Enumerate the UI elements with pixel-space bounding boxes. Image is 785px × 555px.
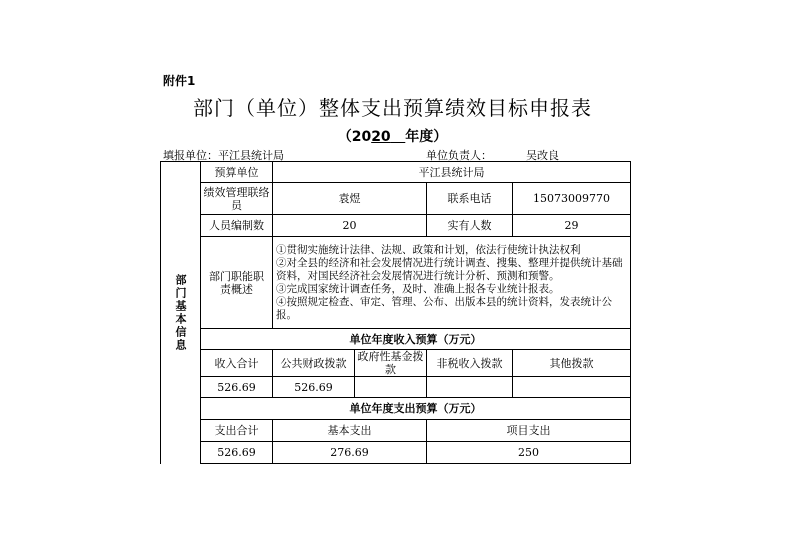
- responsible-label: 单位负责人：: [426, 149, 492, 162]
- duty-item: ③完成国家统计调查任务，及时、准确上报各专业统计报表。: [276, 282, 560, 295]
- income-nontax-value: [427, 377, 513, 398]
- income-header: 其他拨款: [513, 350, 631, 377]
- responsible-name: 吴改良: [526, 149, 559, 162]
- duty-description: [273, 237, 631, 329]
- income-header: 公共财政拨款: [273, 350, 355, 377]
- income-public-finance-value: 526.69: [273, 377, 355, 398]
- expense-header: 项目支出: [427, 420, 631, 442]
- year-value: 20: [371, 129, 391, 145]
- budget-table: [160, 161, 631, 464]
- attachment-label: 附件1: [163, 74, 196, 88]
- year-prefix: （20: [337, 129, 372, 145]
- duty-label: 部门职能职责概述: [201, 237, 273, 329]
- income-other-value: [513, 377, 631, 398]
- income-header: 收入合计: [201, 350, 273, 377]
- actual-value: 29: [513, 215, 631, 237]
- page-title: 部门（单位）整体支出预算绩效目标申报表: [193, 96, 592, 120]
- income-header: 政府性基金拨款: [355, 350, 427, 377]
- year-underline-gap: [391, 129, 406, 145]
- expense-header: 支出合计: [201, 420, 273, 442]
- contact-label: 绩效管理联络员: [201, 183, 273, 215]
- fill-unit-label: 填报单位：平江县统计局: [163, 149, 284, 162]
- budget-unit-value: 平江县统计局: [273, 162, 631, 183]
- staff-value: 20: [273, 215, 427, 237]
- side-section-label: 部门基本信息: [161, 162, 201, 464]
- income-header: 非税收入拨款: [427, 350, 513, 377]
- income-gov-fund-value: [355, 377, 427, 398]
- contact-name: 袁煜: [273, 183, 427, 215]
- income-total-value: 526.69: [201, 377, 273, 398]
- phone-label: 联系电话: [427, 183, 513, 215]
- expense-project-value: 250: [427, 442, 631, 464]
- expense-basic-value: 276.69: [273, 442, 427, 464]
- expense-total-value: 526.69: [201, 442, 273, 464]
- actual-label: 实有人数: [427, 215, 513, 237]
- phone-value: 15073009770: [513, 183, 631, 215]
- year-suffix: 年度）: [405, 129, 448, 145]
- duty-item: ④按照规定检查、审定、管理、公布、出版本县的统计资料，发表统计公报。: [276, 295, 612, 321]
- expense-section-title: 单位年度支出预算（万元）: [201, 398, 631, 420]
- budget-unit-label: 预算单位: [201, 162, 273, 183]
- year-line: [0, 126, 785, 146]
- duty-item: ②对全县的经济和社会发展情况进行统计调查、搜集、整理并提供统计基础资料，对国民经济社会发展情况进行统计分析、预测和预警。: [276, 256, 623, 282]
- income-section-title: 单位年度收入预算（万元）: [201, 329, 631, 350]
- duty-item: ①贯彻实施统计法律、法规、政策和计划，依法行使统计执法权利: [276, 243, 581, 256]
- expense-header: 基本支出: [273, 420, 427, 442]
- staff-label: 人员编制数: [201, 215, 273, 237]
